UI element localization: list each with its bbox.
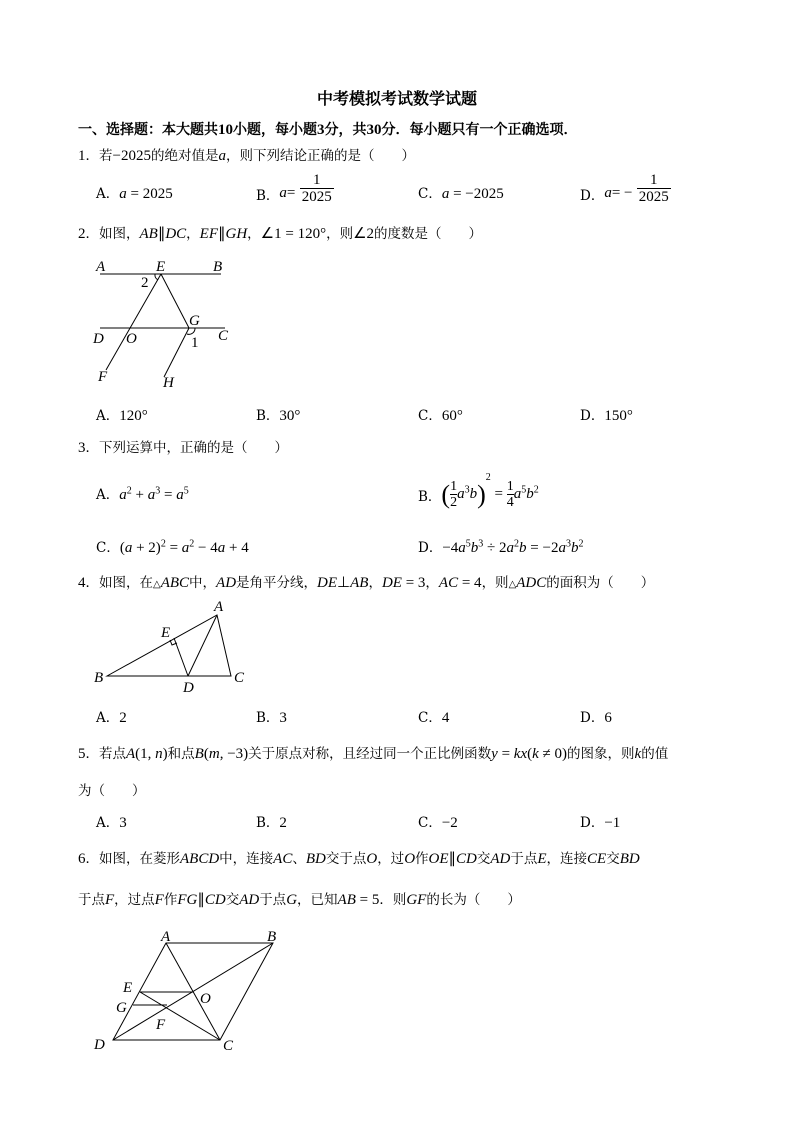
q2-option-a: A．120° — [96, 408, 148, 424]
label-b: B — [94, 670, 104, 686]
label-g: G — [116, 1000, 127, 1016]
label-e: E — [123, 980, 133, 996]
q1-option-a: A．a = 2025 — [96, 186, 173, 202]
label-d: D — [183, 680, 194, 696]
label-o: O — [200, 991, 211, 1007]
label-b: B — [267, 929, 277, 945]
line-gh — [164, 328, 189, 377]
label-h: H — [163, 375, 174, 391]
label-a: A — [96, 259, 106, 275]
label-angle-2: 2 — [141, 275, 149, 291]
label-c: C — [218, 328, 229, 344]
label-c: C — [223, 1038, 234, 1054]
q2-option-d: D．150° — [580, 408, 633, 424]
question-4-stem: 4．如图，在△ABC中，AD是角平分线，DE⊥AB，DE = 3，AC = 4，则△ADC的面积为（ ） — [78, 575, 655, 591]
q2-option-c: C．60° — [418, 408, 463, 424]
q6-figure — [86, 920, 286, 1060]
q3-option-b: B．( $\frac{1}{2}$ $a^3b)^2$ = $\frac{1}{4}$ $a^5b^2$ — [418, 472, 539, 510]
q3-option-d: D．$-4a^5b^3 \div 2a^2b = -2a^3b^2$ — [418, 538, 584, 556]
question-6-stem-line2: 于点F，过点F作FG∥CD交AD于点G，已知AB = 5．则GF的长为（ ） — [78, 892, 521, 908]
q4-option-a: A．2 — [96, 710, 127, 726]
q1-option-b: B．a= $\frac{1}{2025}$ — [256, 172, 332, 205]
q4-option-c: C．4 — [418, 710, 450, 726]
label-f: F — [98, 369, 108, 385]
q5-option-d: D．−1 — [580, 815, 621, 831]
question-5-stem-line2: 为（ ） — [78, 783, 146, 799]
q5-option-a: A．3 — [96, 815, 127, 831]
line-eg — [161, 274, 189, 328]
label-a: A — [214, 599, 224, 615]
question-6-stem-line1: 6．如图，在菱形ABCD中，连接AC、BD交于点O，过O作OE∥CD交AD于点E，连接CE交BD — [78, 851, 640, 867]
line-ad — [188, 615, 217, 676]
q5-option-c: C．−2 — [418, 815, 458, 831]
label-e: E — [156, 259, 166, 275]
label-d: D — [94, 1037, 105, 1053]
section-heading: 一、选择题：本大题共10小题，每小题3分，共30分．每小题只有一个正确选项． — [78, 122, 578, 138]
q2-option-b: B．30° — [256, 408, 301, 424]
q3-option-c: C．$(a + 2)^2 = a^2 - 4a + 4$ — [96, 538, 249, 556]
q1-option-d: D．a= − $\frac{1}{2025}$ — [580, 172, 669, 205]
question-5-stem-line1: 5．若点A(1, n)和点B(m, −3)关于原点对称，且经过同一个正比例函数y = kx(k ≠ 0)的图象，则k的值 — [78, 746, 669, 762]
q4-figure — [88, 597, 258, 697]
label-g: G — [189, 313, 200, 329]
question-3-stem: 3．下列运算中，正确的是（ ） — [78, 440, 288, 456]
label-d: D — [93, 331, 104, 347]
q1-option-c: C．a = −2025 — [418, 186, 504, 202]
page-title: 中考模拟考试数学试题 — [316, 89, 477, 108]
q4-option-b: B．3 — [256, 710, 287, 726]
q3-option-a: A．$a^2 + a^3 = a^5$ — [96, 485, 189, 503]
question-1-stem: 1．若−2025的绝对值是a，则下列结论正确的是（ ） — [78, 148, 415, 164]
q2-figure — [88, 255, 248, 395]
q4-option-d: D．6 — [580, 710, 612, 726]
line-ef — [106, 274, 161, 370]
question-2-stem: 2．如图，AB∥DC，EF∥GH，∠1 = 120°，则∠2的度数是（ ） — [78, 226, 483, 242]
q5-option-b: B．2 — [256, 815, 287, 831]
label-e: E — [161, 625, 171, 641]
label-f: F — [156, 1017, 166, 1033]
label-b: B — [213, 259, 223, 275]
label-a: A — [161, 929, 171, 945]
label-angle-1: 1 — [191, 335, 199, 351]
label-o: O — [126, 331, 137, 347]
label-c: C — [234, 670, 245, 686]
